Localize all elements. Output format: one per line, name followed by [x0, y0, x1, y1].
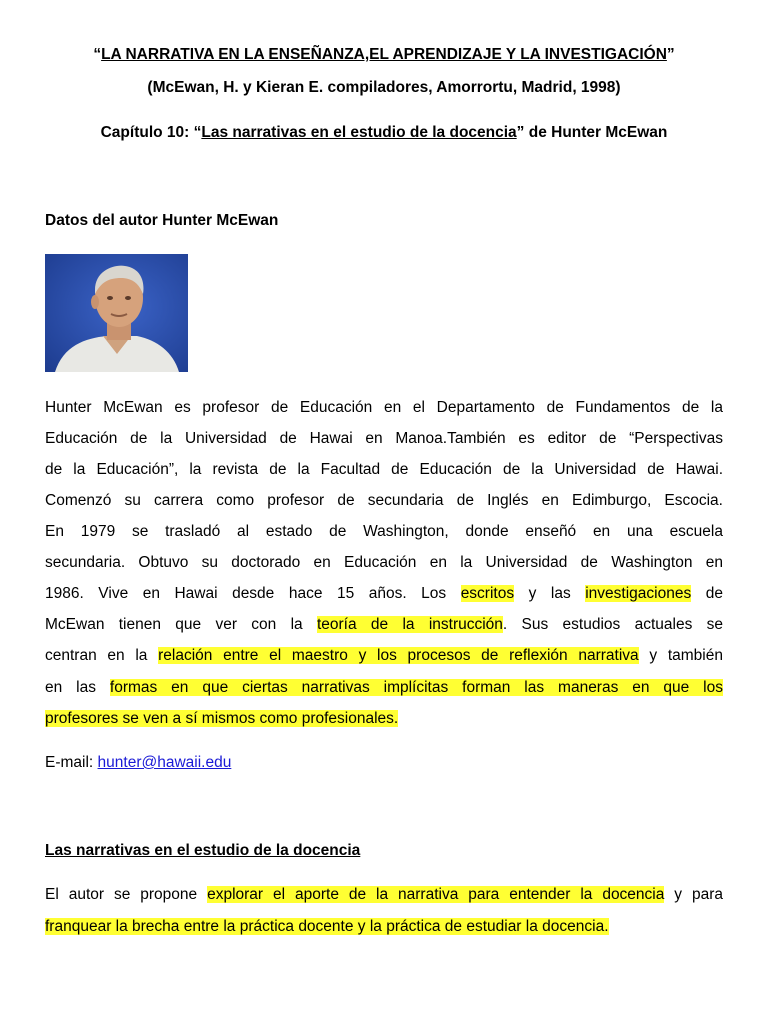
highlight: relación entre el maestro y los procesos de reflexión narrativa [158, 647, 639, 664]
text-span: de [691, 585, 723, 602]
paragraph-line [45, 918, 723, 936]
title-text: LA NARRATIVA EN LA ENSEÑANZA,EL APRENDIZAJE Y LA INVESTIGACIÓN [101, 46, 667, 63]
email-label: E-mail: [45, 754, 98, 771]
email-line [45, 754, 231, 772]
text-span: “ [93, 46, 102, 63]
bio-line [45, 461, 723, 479]
bio-line [45, 399, 723, 417]
text-span: En 1979 se trasladó al estado de Washington, donde enseñó en una escuela [45, 523, 723, 540]
text-span: 1986. Vive en Hawai desde hace 15 años. Los [45, 585, 461, 602]
text-span: centran en la [45, 647, 159, 664]
text-span: . Sus estudios actuales se [502, 616, 724, 633]
author-photo [45, 254, 188, 372]
text-span: Hunter McEwan es profesor de Educación en el Departamento de Fundamentos de la [45, 399, 723, 416]
email-link[interactable]: hunter@hawaii.edu [97, 754, 232, 771]
text-span: y las [514, 585, 586, 602]
chapter-title [0, 124, 768, 142]
text-span: de la Educación”, la revista de la Facultad de Educación de la Universidad de Hawai. [45, 461, 723, 478]
bio-line [45, 523, 723, 541]
highlight: escritos [460, 585, 515, 602]
text-span: y para [664, 886, 724, 903]
chapter-name: Las narrativas en el estudio de la docencia [201, 124, 517, 141]
text-span: El autor se propone [45, 886, 208, 903]
bio-line [45, 647, 723, 665]
bio-line [45, 430, 723, 448]
text-span: Educación de la Universidad de Hawai en Manoa.También es editor de “Perspectivas [45, 430, 723, 447]
document-title [0, 46, 768, 64]
narratives-heading: Las narrativas en el estudio de la docencia [45, 842, 361, 859]
author-heading: Datos del autor Hunter McEwan [45, 212, 279, 229]
highlight: explorar el aporte de la narrativa para entender la docencia [207, 886, 665, 903]
highlight: profesores se ven a sí mismos como profesionales. [45, 710, 399, 727]
bio-line [45, 710, 723, 728]
text-span: secundaria. Obtuvo su doctorado en Educación en la Universidad de Washington en [45, 554, 723, 571]
paragraph-line [45, 886, 723, 904]
text-span: Capítulo 10: “ [100, 124, 202, 141]
text-span: McEwan tienen que ver con la [45, 616, 317, 633]
citation: (McEwan, H. y Kieran E. compiladores, Amorrortu, Madrid, 1998) [147, 79, 621, 96]
bio-line [45, 679, 723, 697]
bio-line [45, 616, 723, 634]
bio-line [45, 585, 723, 603]
highlight: formas en que ciertas narrativas implícitas forman las maneras en que los [109, 679, 724, 696]
text-span: ” de Hunter McEwan [516, 124, 668, 141]
bio-line [45, 492, 723, 510]
text-span: Comenzó su carrera como profesor de secundaria de Inglés en Edimburgo, Escocia. [45, 492, 723, 509]
text-span: ” [666, 46, 675, 63]
highlight: investigaciones [585, 585, 692, 602]
text-span: en las [45, 679, 110, 696]
highlight: franquear la brecha entre la práctica docente y la práctica de estudiar la docencia. [45, 918, 609, 935]
highlight: teoría de la instrucción [316, 616, 503, 633]
bio-line [45, 554, 723, 572]
text-span: y también [638, 647, 723, 664]
